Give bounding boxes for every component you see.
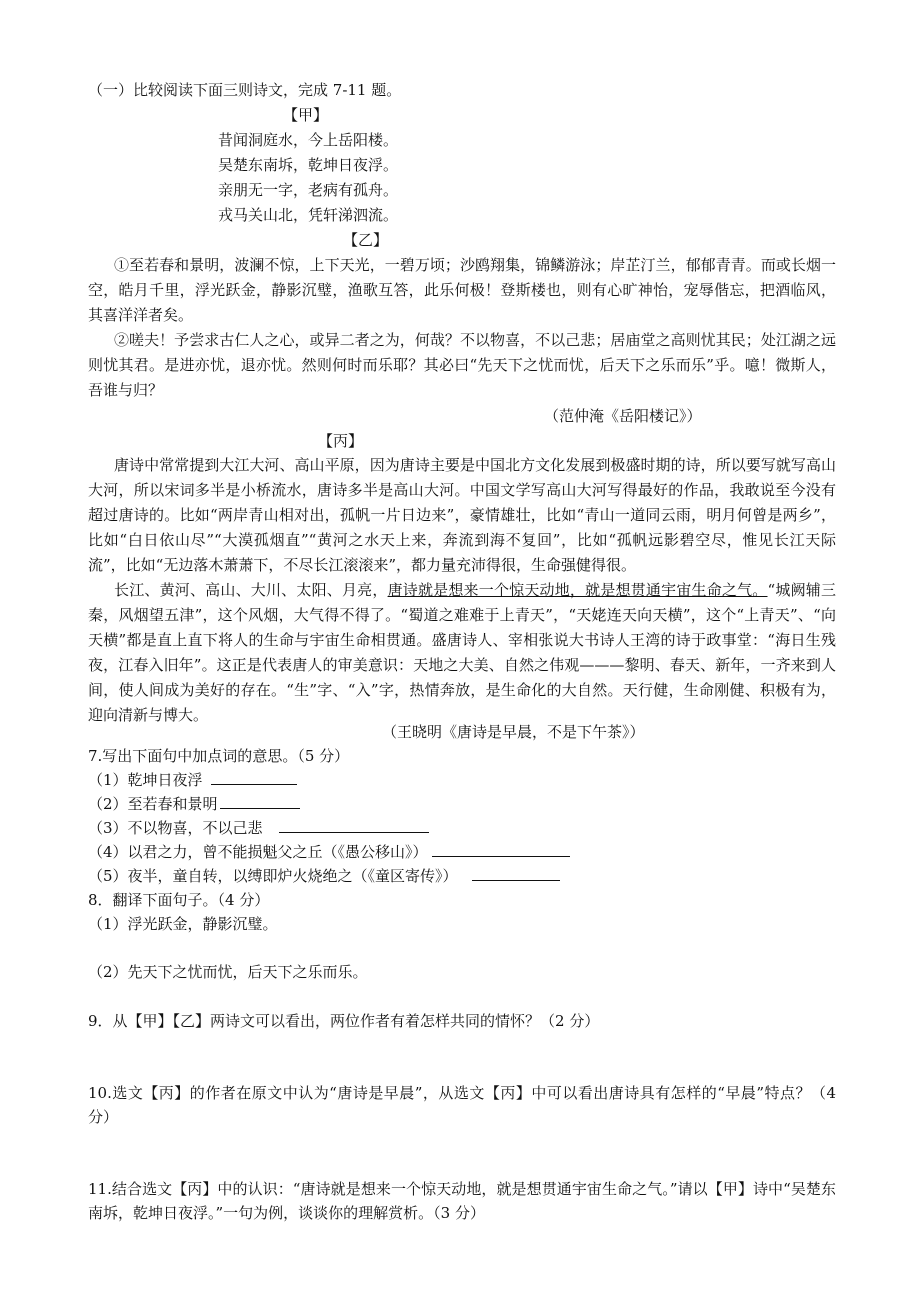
poem-line: 亲朋无一字，老病有孤舟。 <box>218 181 399 199</box>
poem-line: 昔闻洞庭水，今上岳阳楼。 <box>218 131 399 149</box>
section-title: （一）比较阅读下面三则诗文，完成 7-11 题。 <box>88 81 402 99</box>
bing-p2-intro: 长江、黄河、高山、大川、太阳、月亮， <box>114 581 388 599</box>
q10-text: 10.选文【丙】的作者在原文中认为“唐诗是早晨”，从选文【丙】中可以看出唐诗具有怎样的“早晨”特点？（4 分） <box>88 1084 836 1126</box>
q11-text: 11.结合选文【丙】中的认识：“唐诗就是想来一个惊天动地，就是想贯通宇宙生命之气。”请以【甲】诗中“吴楚东南坼，乾坤日夜浮。”一句为例，谈谈你的理解赏析。（3 分） <box>88 1180 836 1222</box>
bing-source: （王晓明《唐诗是早晨，不是下午茶》） <box>382 723 645 741</box>
q7-title: 7.写出下面句中加点词的意思。（5 分） <box>88 747 350 765</box>
answer-blank[interactable] <box>211 770 297 785</box>
poem-label: 【甲】 <box>283 106 329 124</box>
bing-p2-rest: “城阙辅三秦，风烟望五津”，这个风烟，大气得不得了。“蜀道之难难于上青天”，“天姥连天向天横”，这个“上青天”、“向天横”都是直上直下将人的生命与宇宙生命相贯通。盛唐诗人、宰相张说大书诗人王湾的诗于政事堂：“海日生残夜，江春入旧年”。这正是代表唐人的审美意识：天地之大美、自然之伟观———黎明、春天、新年，一齐来到人间，使人间成为美好的存在。“生”字、“入”字，热情奔放，是生命化的大自然。天行健，生命刚健、积极有为，迎向清新与博大。 <box>88 581 836 724</box>
q8-title: 8．翻译下面句子。（4 分） <box>88 891 270 909</box>
answer-blank[interactable] <box>472 866 560 881</box>
q9-text: 9．从【甲】【乙】两诗文可以看出，两位作者有着怎样共同的情怀？（2 分） <box>88 1012 600 1030</box>
q7-item: （3）不以物喜，不以己悲 <box>88 818 429 838</box>
poem-line: 吴楚东南坼，乾坤日夜浮。 <box>218 156 399 174</box>
q7-item: （2）至若春和景明 <box>88 794 300 814</box>
poem-line: 戎马关山北，凭轩涕泗流。 <box>218 206 399 224</box>
answer-blank[interactable] <box>432 842 570 857</box>
bing-paragraph-1: 唐诗中常常提到大江大河、高山平原，因为唐诗主要是中国北方文化发展到极盛时期的诗，所以要写就写高山大河，所以宋词多半是小桥流水，唐诗多半是高山大河。中国文学写高山大河写得最好的作品，我敢说至今没有超过唐诗的。比如“两岸青山相对出，孤帆一片日边来”，豪情雄壮，比如“青山一道同云雨，明月何曾是两乡”，比如“白日依山尽”“大漠孤烟直”“黄河之水天上来，奔流到海不复回”，比如“孤帆远影碧空尽，惟见长江天际流”，比如“无边落木萧萧下，不尽长江滚滚来”，都力量充沛得很，生命强健得很。 <box>88 456 836 574</box>
answer-blank[interactable] <box>220 794 300 809</box>
bing-label: 【丙】 <box>318 432 364 450</box>
q7-item: （5）夜半，童自转，以缚即炉火烧绝之（《童区寄传》） <box>88 866 560 886</box>
bing-paragraph-2 <box>88 578 836 728</box>
q7-item: （1）乾坤日夜浮 <box>88 770 297 790</box>
yi-label: 【乙】 <box>343 231 389 249</box>
answer-blank[interactable] <box>279 818 429 833</box>
yi-paragraph-1: ①至若春和景明，波澜不惊，上下天光，一碧万顷；沙鸥翔集，锦鳞游泳；岸芷汀兰，郁郁青青。而或长烟一空，皓月千里，浮光跃金，静影沉璧，渔歌互答，此乐何极！登斯楼也，则有心旷神怡，宠辱偕忘，把酒临风，其喜洋洋者矣。 <box>88 256 836 324</box>
q8-item: （1）浮光跃金，静影沉璧。 <box>88 915 278 933</box>
q8-item: （2）先天下之忧而忧，后天下之乐而乐。 <box>88 963 368 981</box>
yi-source: （范仲淹《岳阳楼记》） <box>544 407 702 425</box>
bing-p2-underlined: 唐诗就是想来一个惊天动地，就是想贯通宇宙生命之气。 <box>387 581 768 599</box>
yi-paragraph-2: ②嗟夫！予尝求古仁人之心，或异二者之为，何哉？不以物喜，不以己悲；居庙堂之高则忧其民；处江湖之远则忧其君。是进亦忧，退亦忧。然则何时而乐耶？其必曰“先天下之忧而忧，后天下之乐而乐”乎。噫！微斯人，吾谁与归？ <box>88 331 836 399</box>
q7-item: （4）以君之力，曾不能损魁父之丘（《愚公移山》） <box>88 842 570 862</box>
